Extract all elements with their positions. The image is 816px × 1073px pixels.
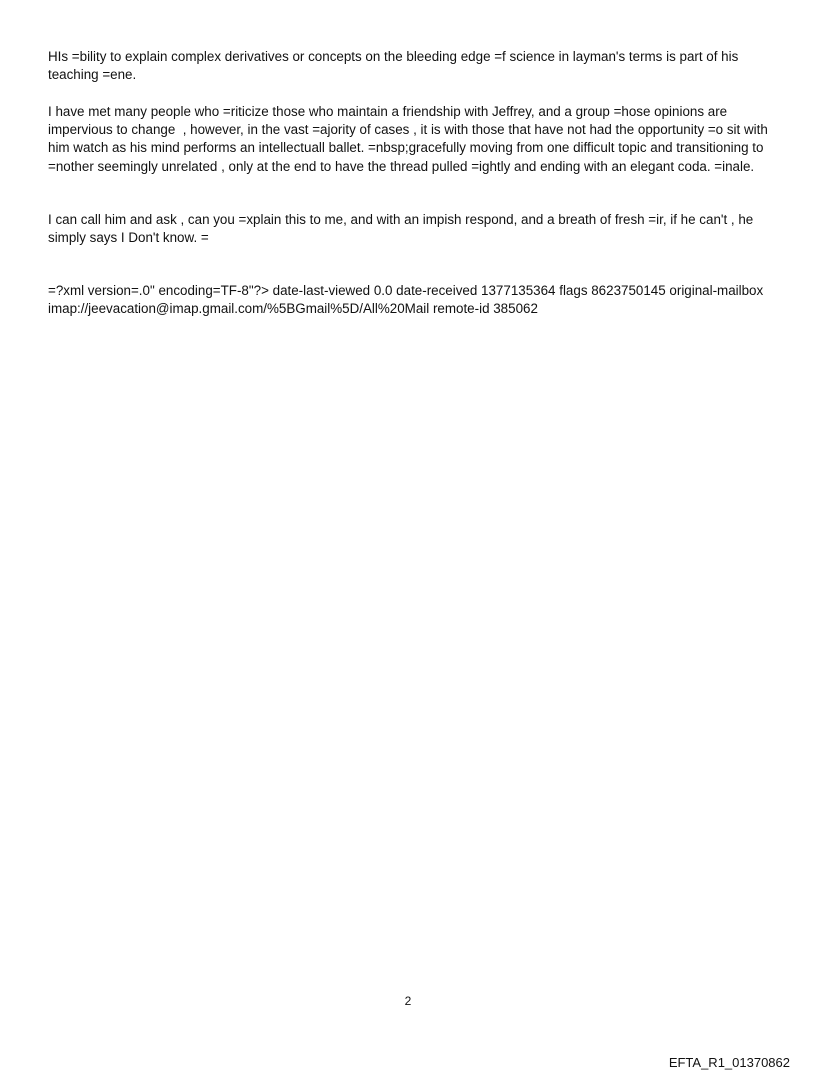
metadata-paragraph: =?xml version=.0" encoding=TF-8"?> date-last-viewed 0.0 date-received 1377135364 flags 8623750145 original-mailbox imap://jeevacation@imap.gmail.com/%5BGmail%5D/All%20Mail remote-id 385062 <box>48 283 767 317</box>
paragraph: I can call him and ask , can you =xplain this to me, and with an impish respond, and a breath of fresh =ir, if he can't , he simply says I Don't know. = <box>48 212 757 246</box>
page-number: 2 <box>404 994 412 1008</box>
paragraph: HIs =bility to explain complex derivatives or concepts on the bleeding edge =f science in layman's terms is part of his teaching =ene. <box>48 49 743 83</box>
paragraph: I have met many people who =riticize those who maintain a friendship with Jeffrey, and a group =hose opinions are impervious to change , however, in the vast =ajority of cases , it is with those that have not had the opportunity =o sit with him watch as his mind performs an intellectuall ballet. =nbsp;gracefully moving from one difficult topic and transitioning to =nother seemingly unrelated , only at the end to have the thread pulled =ightly and ending with an elegant coda. =inale. <box>48 104 772 174</box>
document-id: EFTA_R1_01370862 <box>668 1055 790 1070</box>
